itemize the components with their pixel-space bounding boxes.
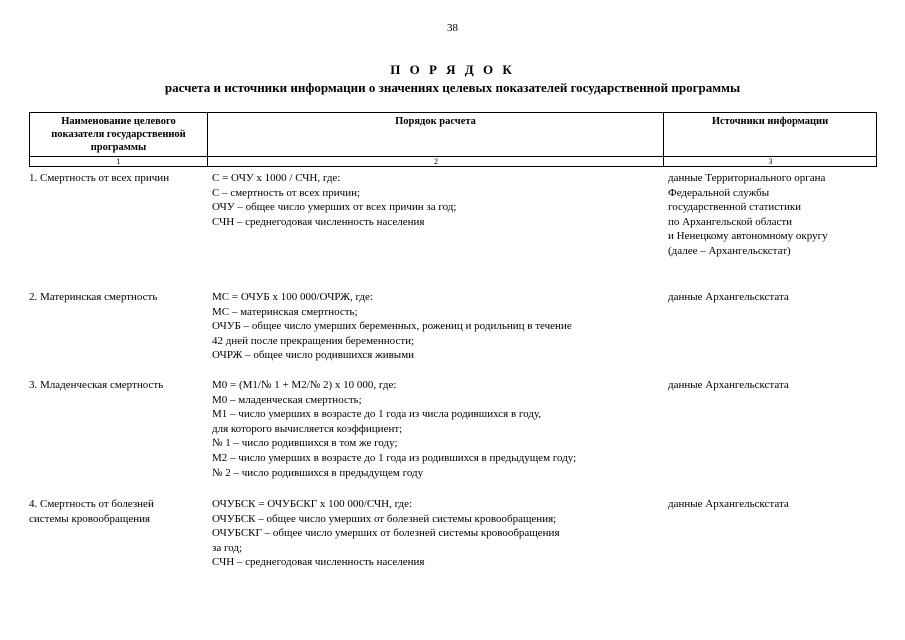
column-number: 2 — [207, 156, 664, 167]
text-line: для которого вычисляется коэффициент; — [212, 422, 403, 435]
page-number: 38 — [447, 22, 458, 34]
text-line: системы кровообращения — [29, 512, 151, 525]
text-line: 2. Материнская смертность — [29, 291, 158, 303]
indicator-name — [29, 290, 201, 305]
text-line: данные Архангельскстата — [668, 291, 789, 303]
text-line: ОЧУБ – общее число умерших беременных, рожениц и родильниц в течение — [212, 320, 572, 333]
text-line: Федеральной службы — [668, 186, 770, 199]
text-line: данные Архангельскстата — [668, 498, 789, 510]
information-source — [668, 497, 878, 512]
calculation-formula — [212, 378, 652, 480]
information-source — [668, 378, 878, 393]
text-line: за год; — [212, 541, 243, 554]
text-line: (далее – Архангельскстат) — [668, 244, 791, 257]
indicator-name — [29, 378, 201, 393]
calculation-formula — [212, 171, 652, 229]
text-line: МС = ОЧУБ х 100 000/ОЧРЖ, где: — [212, 291, 373, 303]
header-calc-label: Порядок расчета — [395, 116, 476, 127]
text-line: М0 = (М1/№ 1 + М2/№ 2) х 10 000, где: — [212, 379, 397, 391]
text-line: МС – материнская смертность; — [212, 305, 358, 318]
text-line: ОЧРЖ – общее число родившихся живыми — [212, 349, 415, 362]
text-line: 1. Смертность от всех причин — [29, 172, 170, 184]
text-line: данные Территориального органа — [668, 172, 826, 184]
text-line: М0 – младенческая смертность; — [212, 393, 362, 406]
text-line: и Ненецкому автономному округу — [668, 230, 828, 243]
text-line: ОЧУ – общее число умерших от всех причин за год; — [212, 201, 457, 214]
header-name-label: Наименование целевого показателя государственной программы — [51, 116, 186, 153]
text-line: ОЧУБСКГ – общее число умерших от болезней системы кровообращения — [212, 527, 560, 540]
column-number: 3 — [663, 156, 877, 167]
text-line: С – смертность от всех причин; — [212, 186, 361, 199]
column-number: 1 — [30, 156, 207, 167]
text-line: С = ОЧУ х 1000 / СЧН, где: — [212, 172, 341, 184]
text-line: № 2 – число родившихся в предыдущем году — [212, 466, 424, 479]
indicator-name — [29, 497, 201, 526]
text-line: государственной статистики — [668, 201, 802, 214]
text-line: 42 дней после прекращения беременности; — [212, 334, 415, 347]
text-line: данные Архангельскстата — [668, 379, 789, 391]
calculation-formula — [212, 497, 652, 570]
text-line: М1 – число умерших в возрасте до 1 года из числа родившихся в году, — [212, 408, 542, 421]
text-line: 4. Смертность от болезней — [29, 498, 154, 510]
document-title: П О Р Я Д О К — [390, 62, 515, 77]
header-source-label: Источники информации — [711, 116, 829, 127]
calculation-formula — [212, 290, 652, 363]
text-line: СЧН – среднегодовая численность населения — [212, 556, 425, 569]
document-subtitle: расчета и источники информации о значениях целевых показателей государственной программы — [164, 80, 741, 95]
information-source — [668, 290, 878, 305]
text-line: 3. Младенческая смертность — [29, 379, 164, 391]
text-line: № 1 – число родившихся в том же году; — [212, 437, 398, 450]
text-line: ОЧУБСК = ОЧУБСКГ х 100 000/СЧН, где: — [212, 498, 413, 510]
text-line: ОЧУБСК – общее число умерших от болезней системы кровообращения; — [212, 512, 557, 525]
table-header — [29, 112, 877, 167]
information-source — [668, 171, 878, 259]
text-line: М2 – число умерших в возрасте до 1 года из родившихся в предыдущем году; — [212, 451, 577, 464]
indicator-name — [29, 171, 201, 186]
text-line: по Архангельской области — [668, 215, 793, 228]
text-line: СЧН – среднегодовая численность населения — [212, 215, 425, 228]
